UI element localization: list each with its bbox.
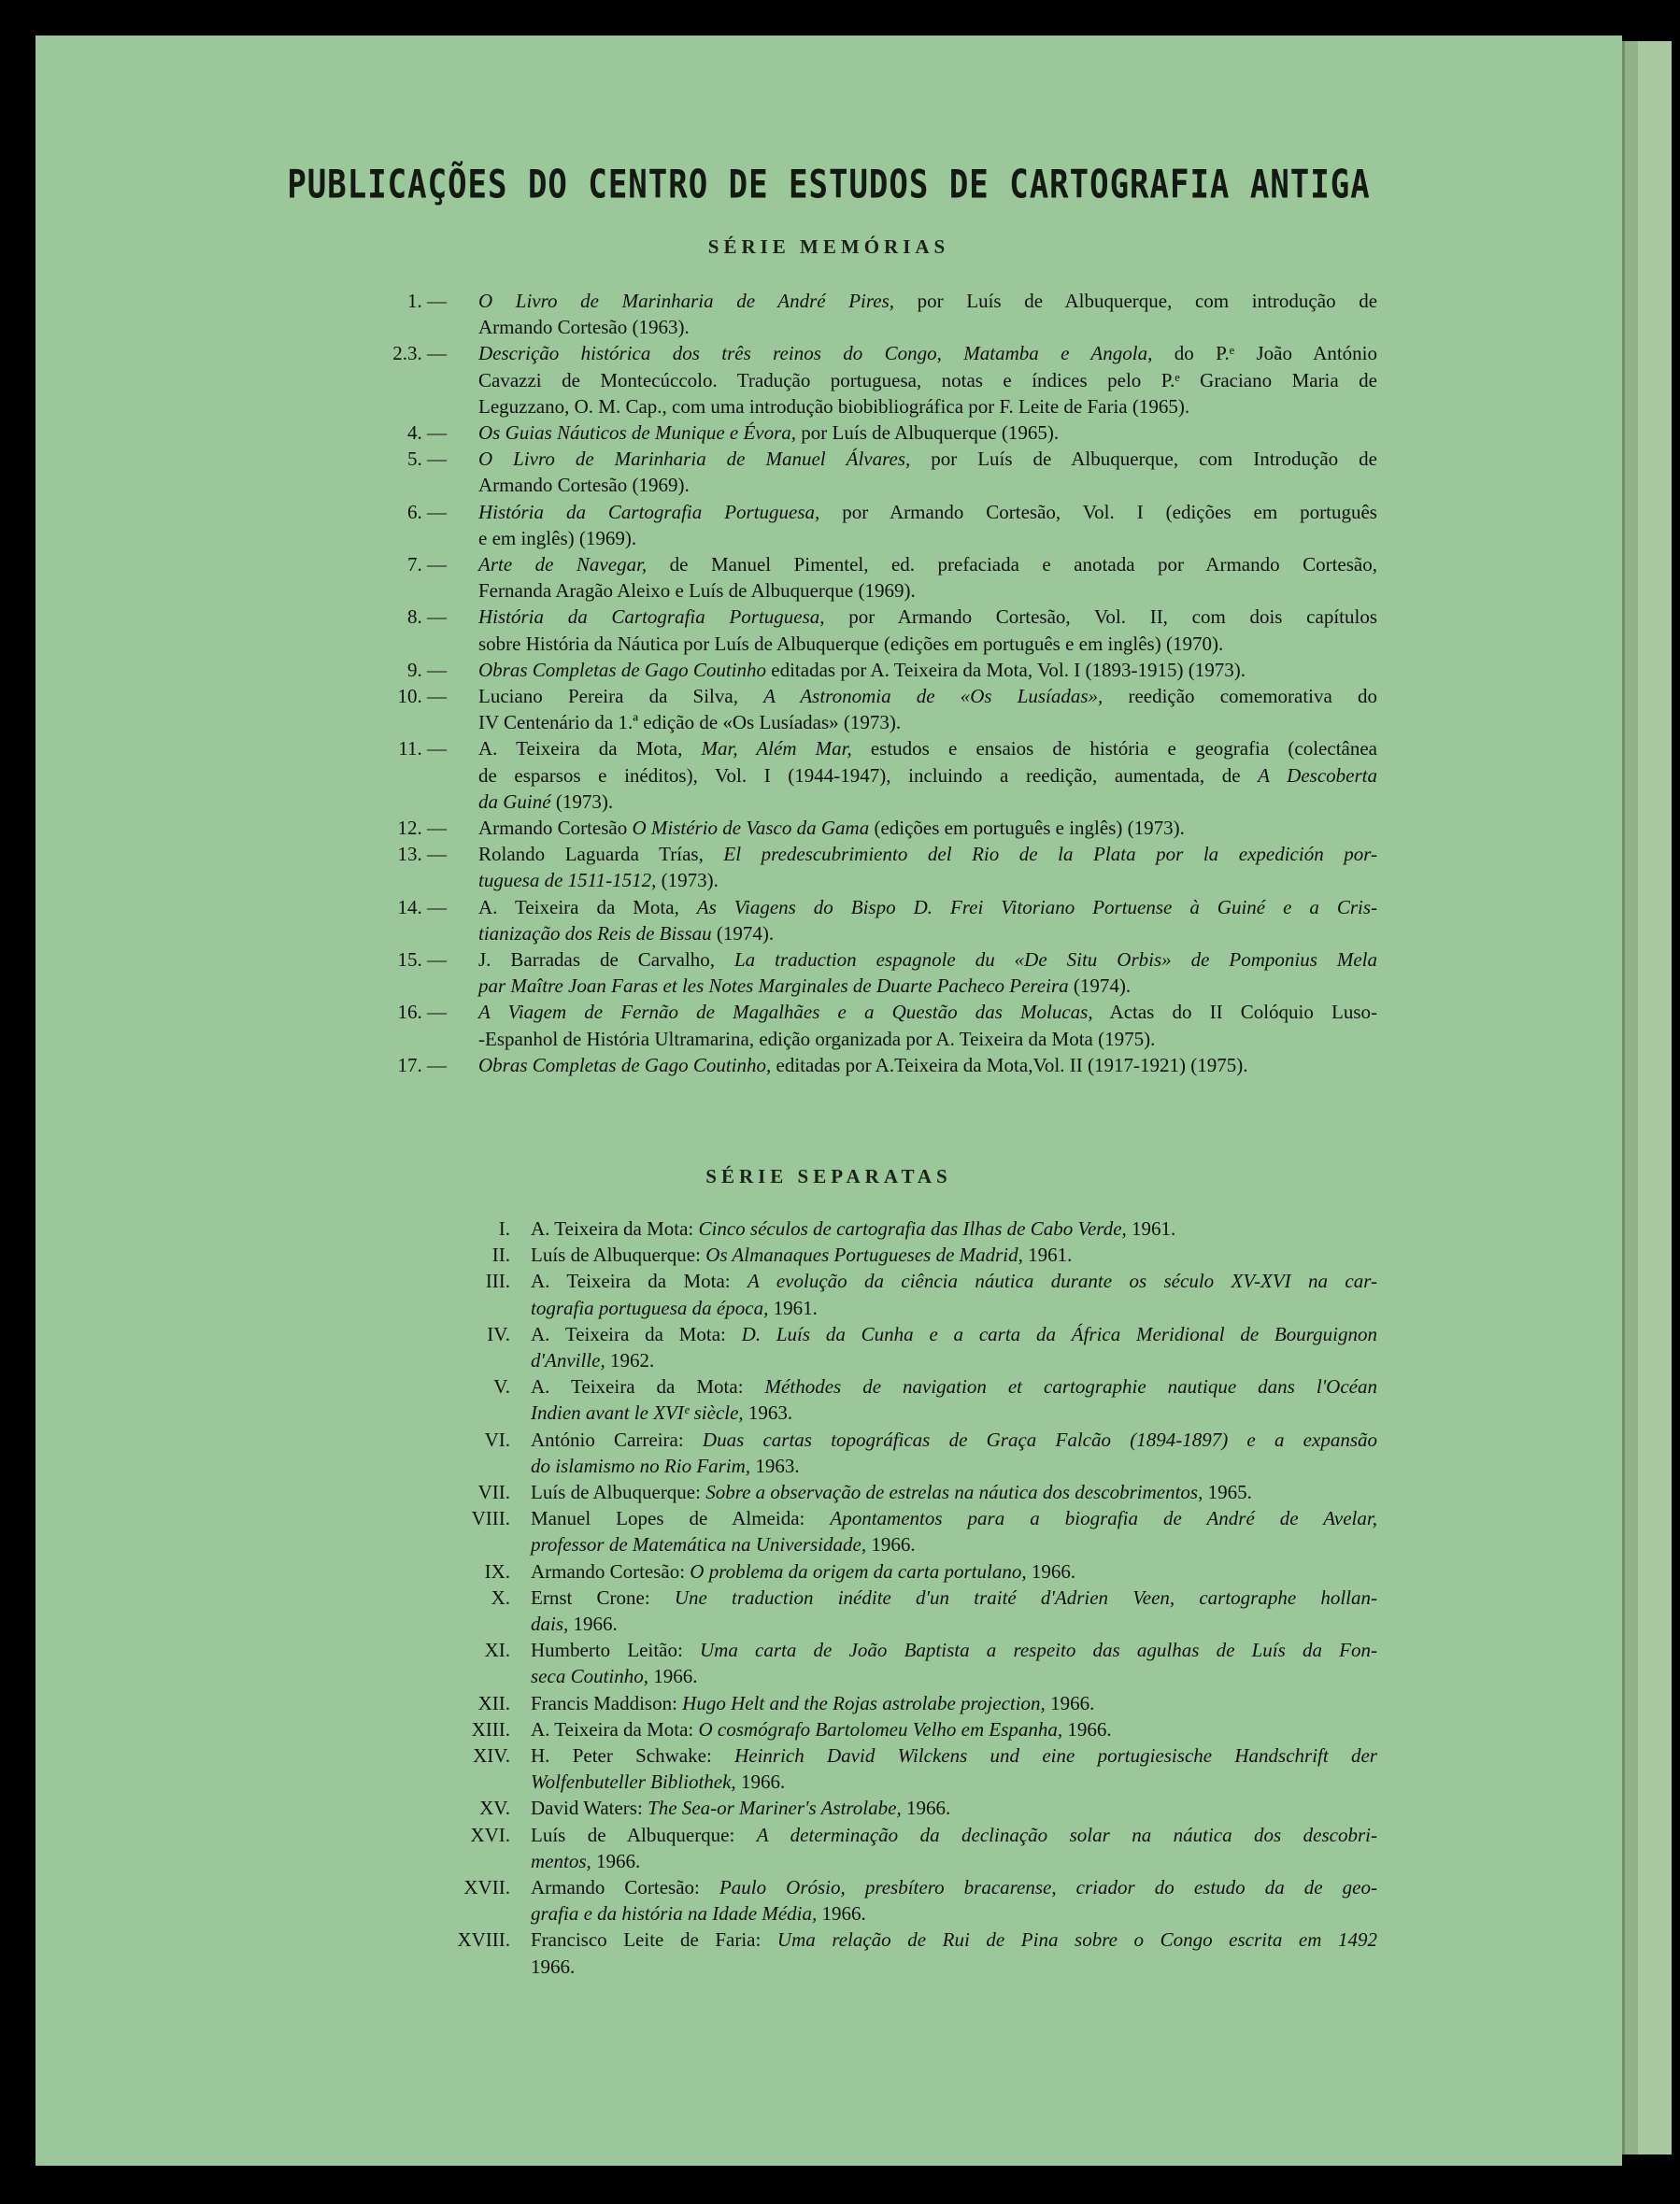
entry-number: 2.3. — — [392, 342, 447, 365]
entry-number: 17. — — [397, 1053, 447, 1076]
entry-line: tuguesa de 1511-1512, (1973). — [478, 869, 719, 892]
entry-number: 8. — — [407, 605, 447, 629]
entry-number: 10. — — [397, 685, 447, 707]
entry-text — [531, 1321, 1377, 1373]
entry-line: Humberto Leitão: Uma carta de João Baptista a respeito das agulhas de Luís da Fon- — [531, 1639, 1378, 1662]
entry-number: VIII. — [471, 1507, 510, 1530]
entry-number: XII. — [477, 1691, 510, 1714]
entry-text — [478, 288, 1377, 340]
entry-line: d'Anville, 1962. — [531, 1349, 655, 1372]
series-memorias-heading: SÉRIE MEMÓRIAS — [707, 235, 950, 258]
entry-line: História da Cartografia Portuguesa, por Armando Cortesão, Vol. I (edições em português — [478, 500, 1377, 523]
entry-text — [531, 1242, 1377, 1268]
entry-number: 6. — — [407, 500, 447, 523]
entry-line: grafia e da história na Idade Média, 1966. — [531, 1902, 866, 1926]
entry-text — [531, 1742, 1377, 1795]
next-page-edge — [1622, 41, 1672, 2154]
entry-line: Luís de Albuquerque: Os Almanaques Portugueses de Madrid, 1961. — [531, 1244, 1073, 1267]
document-page — [36, 36, 1622, 2166]
entry-line: Armando Cortesão: O problema da origem da carta portulano, 1966. — [531, 1559, 1076, 1583]
entry-number: 7. — — [407, 553, 447, 576]
entry-line: de esparsos e inéditos), Vol. I (1944-1947), incluindo a reedição, aumentada, de A Descoberta — [478, 763, 1377, 787]
entry-number: VII. — [477, 1481, 510, 1503]
entry-number: 13. — — [397, 843, 447, 866]
entry-line: António Carreira: Duas cartas topográficas de Graça Falcão (1894-1897) e a expansão — [531, 1428, 1377, 1451]
entry-line: Luís de Albuquerque: A determinação da declinação solar na náutica dos descobri- — [531, 1823, 1377, 1846]
entry-number: XI. — [484, 1639, 510, 1662]
entry-line: História da Cartografia Portuguesa, por Armando Cortesão, Vol. II, com dois capítulos — [478, 605, 1377, 629]
entry-text — [478, 340, 1377, 419]
entry-line: A. Teixeira da Mota: A evolução da ciência náutica durante os século XV-XVI na car- — [531, 1270, 1377, 1293]
entry-line: Wolfenbuteller Bibliothek, 1966. — [531, 1770, 786, 1794]
entry-line: Francisco Leite de Faria: Uma relação de Rui de Pina sobre o Congo escrita em 1492 — [531, 1928, 1377, 1952]
entry-line: Os Guias Náuticos de Munique e Évora, por Luís de Albuquerque (1965). — [478, 421, 1060, 444]
entry-number: VI. — [484, 1428, 510, 1451]
entry-text — [478, 499, 1377, 551]
entry-text — [531, 1716, 1377, 1742]
entry-line: O Livro de Marinharia de André Pires, por Luís de Albuquerque, com introdução de — [478, 290, 1378, 312]
entry-line: O Livro de Marinharia de Manuel Álvares, por Luís de Albuquerque, com Introdução de — [478, 448, 1377, 471]
entry-text — [478, 894, 1377, 946]
entry-line: A. Teixeira da Mota: O cosmógrafo Bartolomeu Velho em Espanha, 1966. — [531, 1717, 1112, 1741]
entry-line: da Guiné (1973). — [478, 789, 614, 813]
entry-line: sobre História da Náutica por Luís de Albuquerque (edições em português e em inglês) (1970). — [478, 632, 1224, 655]
entry-number: V. — [493, 1375, 510, 1399]
entry-text — [478, 419, 1377, 446]
entry-line: par Maître Joan Faras et les Notes Marginales de Duarte Pacheco Pereira (1974). — [478, 974, 1132, 998]
entry-number: III. — [485, 1270, 510, 1293]
entry-line: Manuel Lopes de Almeida: Apontamentos para a biografia de André de Avelar, — [531, 1507, 1377, 1530]
entry-line: Francis Maddison: Hugo Helt and the Rojas astrolabe projection, 1966. — [531, 1691, 1095, 1714]
entry-line: e em inglês) (1969). — [478, 526, 637, 549]
entry-number: XVI. — [470, 1823, 510, 1846]
entry-text — [531, 1874, 1377, 1927]
entry-text — [478, 946, 1377, 999]
entry-number: XIV. — [473, 1744, 510, 1767]
entry-number: 12. — — [397, 817, 447, 839]
entry-text — [478, 735, 1377, 815]
entry-text — [478, 446, 1377, 498]
entry-number: 14. — — [397, 895, 447, 918]
entry-line: Cavazzi de Montecúccolo. Tradução portuguesa, notas e índices pelo P.ᵉ Graciano Maria de — [478, 368, 1377, 391]
entry-number: 4. — — [407, 421, 447, 444]
entry-text — [531, 1690, 1377, 1716]
entry-line: A. Teixeira da Mota, As Viagens do Bispo D. Frei Vitoriano Portuense à Guiné e a Cris- — [478, 895, 1377, 918]
entry-number: 15. — — [397, 948, 447, 971]
entry-number: XVII. — [463, 1876, 510, 1898]
entry-line: Obras Completas de Gago Coutinho, editadas por A.Teixeira da Mota,Vol. II (1917-1921) (1975). — [478, 1053, 1248, 1076]
entry-text — [478, 604, 1377, 656]
entry-text — [531, 1795, 1377, 1821]
entry-text — [478, 683, 1377, 735]
entry-number: 5. — — [407, 448, 447, 471]
entry-line: do islamismo no Rio Farim, 1963. — [531, 1454, 800, 1477]
entry-number: 1. — — [407, 290, 447, 312]
entry-number: II. — [491, 1244, 510, 1267]
entry-text — [531, 1822, 1377, 1874]
entry-line: Armando Cortesão O Mistério de Vasco da Gama (edições em português e inglês) (1973). — [478, 817, 1185, 839]
entry-line: tianização dos Reis de Bissau (1974). — [478, 921, 775, 945]
entry-line: Armando Cortesão (1969). — [478, 474, 690, 497]
entry-line: A. Teixeira da Mota: Méthodes de navigation et cartographie nautique dans l'Océan — [531, 1375, 1377, 1399]
entry-text — [478, 1052, 1377, 1078]
entry-text — [531, 1427, 1377, 1479]
entry-line: H. Peter Schwake: Heinrich David Wilckens und eine portugiesische Handschrift der — [531, 1744, 1377, 1767]
entry-text — [531, 1585, 1377, 1637]
entry-number: XIII. — [471, 1717, 510, 1741]
entry-line: Arte de Navegar, de Manuel Pimentel, ed. prefaciada e anotada por Armando Cortesão, — [478, 553, 1377, 576]
entry-line: Luís de Albuquerque: Sobre a observação de estrelas na náutica dos descobrimentos, 1965. — [531, 1481, 1252, 1503]
entry-text — [478, 551, 1377, 604]
entry-number: 16. — — [397, 1001, 447, 1024]
entry-text — [478, 815, 1377, 841]
entry-line: Armando Cortesão (1963). — [478, 316, 690, 339]
entry-line: A Viagem de Fernão de Magalhães e a Questão das Molucas, Actas do II Colóquio Luso- — [478, 1001, 1377, 1024]
entry-text — [531, 1216, 1377, 1242]
entry-line: A. Teixeira da Mota: D. Luís da Cunha e a carta da África Meridional de Bourguignon — [531, 1322, 1377, 1345]
entry-text — [531, 1637, 1377, 1689]
entry-line: Armando Cortesão: Paulo Orósio, presbítero bracarense, criador do estudo da de geo- — [531, 1876, 1377, 1898]
entry-line: Leguzzano, O. M. Cap., com uma introdução biobibliográfica por F. Leite de Faria (1965). — [478, 394, 1190, 418]
entry-text — [531, 1479, 1377, 1505]
entry-line: Luciano Pereira da Silva, A Astronomia de «Os Lusíadas», reedição comemorativa do — [478, 685, 1377, 707]
entry-line: 1966. — [531, 1955, 576, 1978]
entry-line: Descrição histórica dos três reinos do Congo, Matamba e Angola, do P.ᵉ João António — [478, 342, 1377, 365]
entry-line: professor de Matemática na Universidade, 1966. — [531, 1533, 916, 1557]
entry-number: XV. — [479, 1797, 510, 1820]
entry-text — [531, 1373, 1377, 1426]
entry-line: tografia portuguesa da época, 1961. — [531, 1296, 818, 1319]
entry-text — [531, 1558, 1377, 1585]
entry-line: dais, 1966. — [531, 1613, 618, 1635]
entry-number: X. — [491, 1585, 510, 1609]
entry-line: Ernst Crone: Une traduction inédite d'un traité d'Adrien Veen, cartographe hollan- — [531, 1585, 1377, 1609]
entry-line: seca Coutinho, 1966. — [531, 1665, 698, 1688]
entry-text — [478, 999, 1377, 1051]
entry-line: A. Teixeira da Mota: Cinco séculos de cartografia das Ilhas de Cabo Verde, 1961. — [531, 1217, 1176, 1240]
entry-line: mentos, 1966. — [531, 1849, 641, 1872]
entry-line: A. Teixeira da Mota, Mar, Além Mar, estudos e ensaios de história e geografia (colectânea — [478, 737, 1377, 761]
entry-line: David Waters: The Sea-or Mariner's Astrolabe, 1966. — [531, 1797, 951, 1820]
entry-number: IV. — [487, 1322, 510, 1345]
entry-line: Obras Completas de Gago Coutinho editadas por A. Teixeira da Mota, Vol. I (1893-1915) (1973). — [478, 658, 1246, 681]
entry-line: IV Centenário da 1.ª edição de «Os Lusíadas» (1973). — [478, 711, 902, 734]
entry-line: Fernanda Aragão Aleixo e Luís de Albuquerque (1969). — [478, 579, 916, 603]
entry-number: IX. — [484, 1559, 510, 1583]
entry-number: 11. — — [398, 737, 447, 761]
entry-text — [531, 1505, 1377, 1557]
entry-text — [531, 1268, 1377, 1320]
entry-line: Rolando Laguarda Trías, El predescubrimiento del Rio de la Plata por la expedición por- — [478, 843, 1377, 866]
entry-number: I. — [498, 1217, 510, 1240]
entry-number: XVIII. — [457, 1928, 510, 1952]
entry-text — [478, 657, 1377, 683]
page-title: PUBLICAÇÕES DO CENTRO DE ESTUDOS DE CARTOGRAFIA ANTIGA — [287, 162, 1371, 208]
entry-line: J. Barradas de Carvalho, La traduction espagnole du «De Situ Orbis» de Pomponius Mela — [478, 948, 1377, 971]
entry-number: 9. — — [407, 658, 447, 681]
entry-line: Indien avant le XVIᵉ siècle, 1963. — [531, 1401, 793, 1425]
entry-text — [531, 1927, 1377, 1979]
entry-text — [478, 841, 1377, 893]
series-separatas-heading: SÉRIE SEPARATAS — [705, 1165, 952, 1187]
entry-line: -Espanhol de História Ultramarina, edição organizada por A. Teixeira da Mota (1975). — [478, 1027, 1156, 1050]
